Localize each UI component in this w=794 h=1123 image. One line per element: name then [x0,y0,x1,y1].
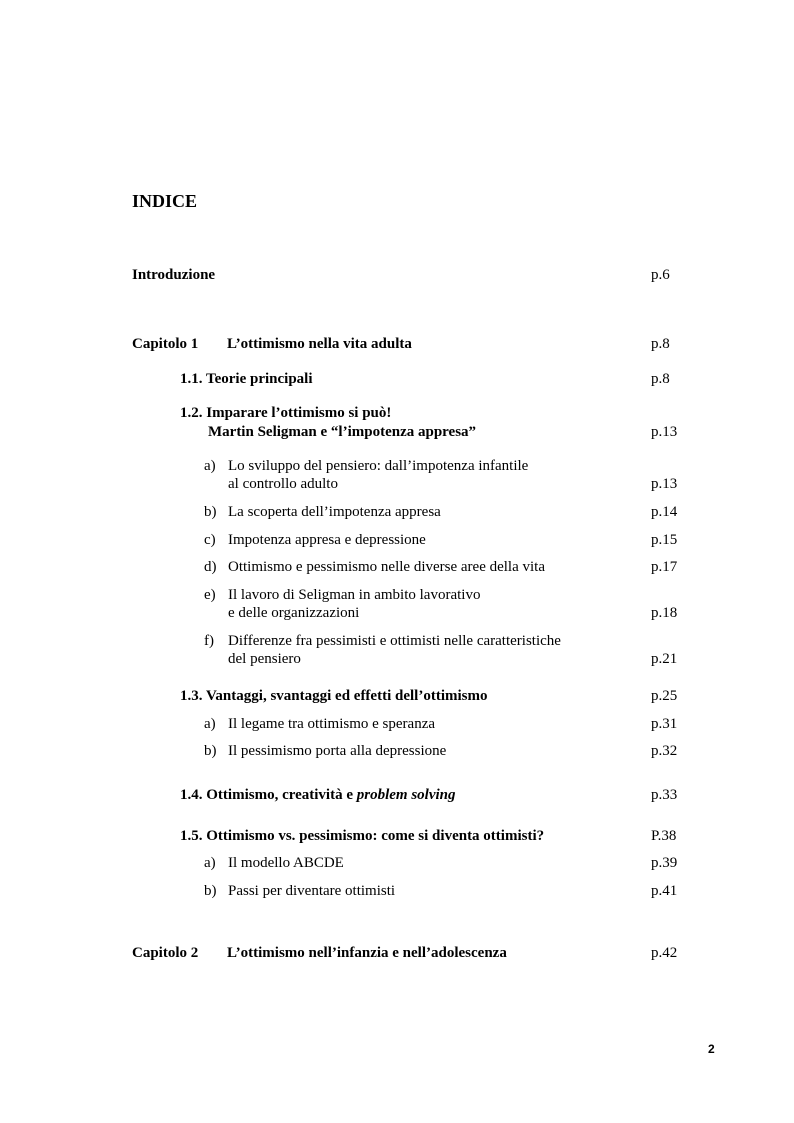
toc-section-1-2-line2: Martin Seligman e “l’impotenza appresa” [208,424,477,440]
toc-item-letter: b) [204,883,217,899]
toc-chapter2-title: L’ottimismo nell’infanzia e nell’adolescenza [227,945,507,961]
toc-item-text: Il pessimismo porta alla depressione [228,743,447,759]
toc-item-page: p.18 [651,605,678,621]
toc-item-text: Il modello ABCDE [228,855,344,871]
toc-section-1-1: 1.1. Teorie principali [180,371,313,387]
toc-item-text: Differenze fra pessimisti e ottimisti nelle caratteristiche [228,633,561,649]
toc-item-letter: e) [204,587,216,603]
toc-item-text: Il legame tra ottimismo e speranza [228,716,436,732]
toc-chapter1-number: Capitolo 1 [132,336,199,352]
toc-item-page: p.31 [651,716,678,732]
toc-item-letter: a) [204,716,216,732]
toc-section-1-5-page: P.38 [651,828,677,844]
toc-item-page: p.41 [651,883,678,899]
toc-item-letter: b) [204,743,217,759]
toc-item-text: La scoperta dell’impotenza appresa [228,504,441,520]
toc-chapter1-page: p.8 [651,336,670,352]
toc-item-page: p.13 [651,476,678,492]
toc-item-letter: a) [204,458,216,474]
toc-item-page: p.39 [651,855,678,871]
toc-section-1-4-page: p.33 [651,787,678,803]
toc-item-page: p.17 [651,559,678,575]
toc-item-page: p.14 [651,504,678,520]
toc-section-1-4 [180,786,456,804]
toc-item-letter: d) [204,559,217,575]
toc-section-1-3-page: p.25 [651,688,678,704]
toc-section-1-2-page: p.13 [651,424,678,440]
page-number: 2 [708,1042,715,1056]
toc-section-1-3: 1.3. Vantaggi, svantaggi ed effetti dell’ottimismo [180,688,488,704]
toc-chapter2-number: Capitolo 2 [132,945,199,961]
toc-item-letter: f) [204,633,214,649]
toc-section-1-4-label: 1.4. Ottimismo, creatività e [180,787,354,803]
toc-section-1-2-line1: 1.2. Imparare l’ottimismo si può! [180,405,392,421]
toc-item-page: p.32 [651,743,678,759]
toc-item-letter: a) [204,855,216,871]
toc-introduction-page: p.6 [651,267,670,283]
toc-item-text: Passi per diventare ottimisti [228,883,396,899]
toc-item-page: p.15 [651,532,678,548]
toc-chapter2-page: p.42 [651,945,678,961]
toc-item-text-line2: e delle organizzazioni [228,605,360,621]
toc-item-text: Ottimismo e pessimismo nelle diverse aree della vita [228,559,545,575]
toc-item-text: Impotenza appresa e depressione [228,532,426,548]
toc-item-text: Il lavoro di Seligman in ambito lavorativo [228,587,481,603]
toc-item-text-line2: del pensiero [228,651,301,667]
toc-item-text: Lo sviluppo del pensiero: dall’impotenza infantile [228,458,529,474]
toc-chapter1-title: L’ottimismo nella vita adulta [227,336,412,352]
toc-item-letter: c) [204,532,216,548]
page-title: INDICE [132,191,198,211]
toc-section-1-5: 1.5. Ottimismo vs. pessimismo: come si diventa ottimisti? [180,828,545,844]
toc-introduction-label: Introduzione [132,267,216,283]
toc-item-text-line2: al controllo adulto [228,476,338,492]
toc-item-letter: b) [204,504,217,520]
toc-section-1-4-italic: problem solving [356,787,456,803]
toc-section-1-1-page: p.8 [651,371,670,387]
toc-item-page: p.21 [651,651,678,667]
